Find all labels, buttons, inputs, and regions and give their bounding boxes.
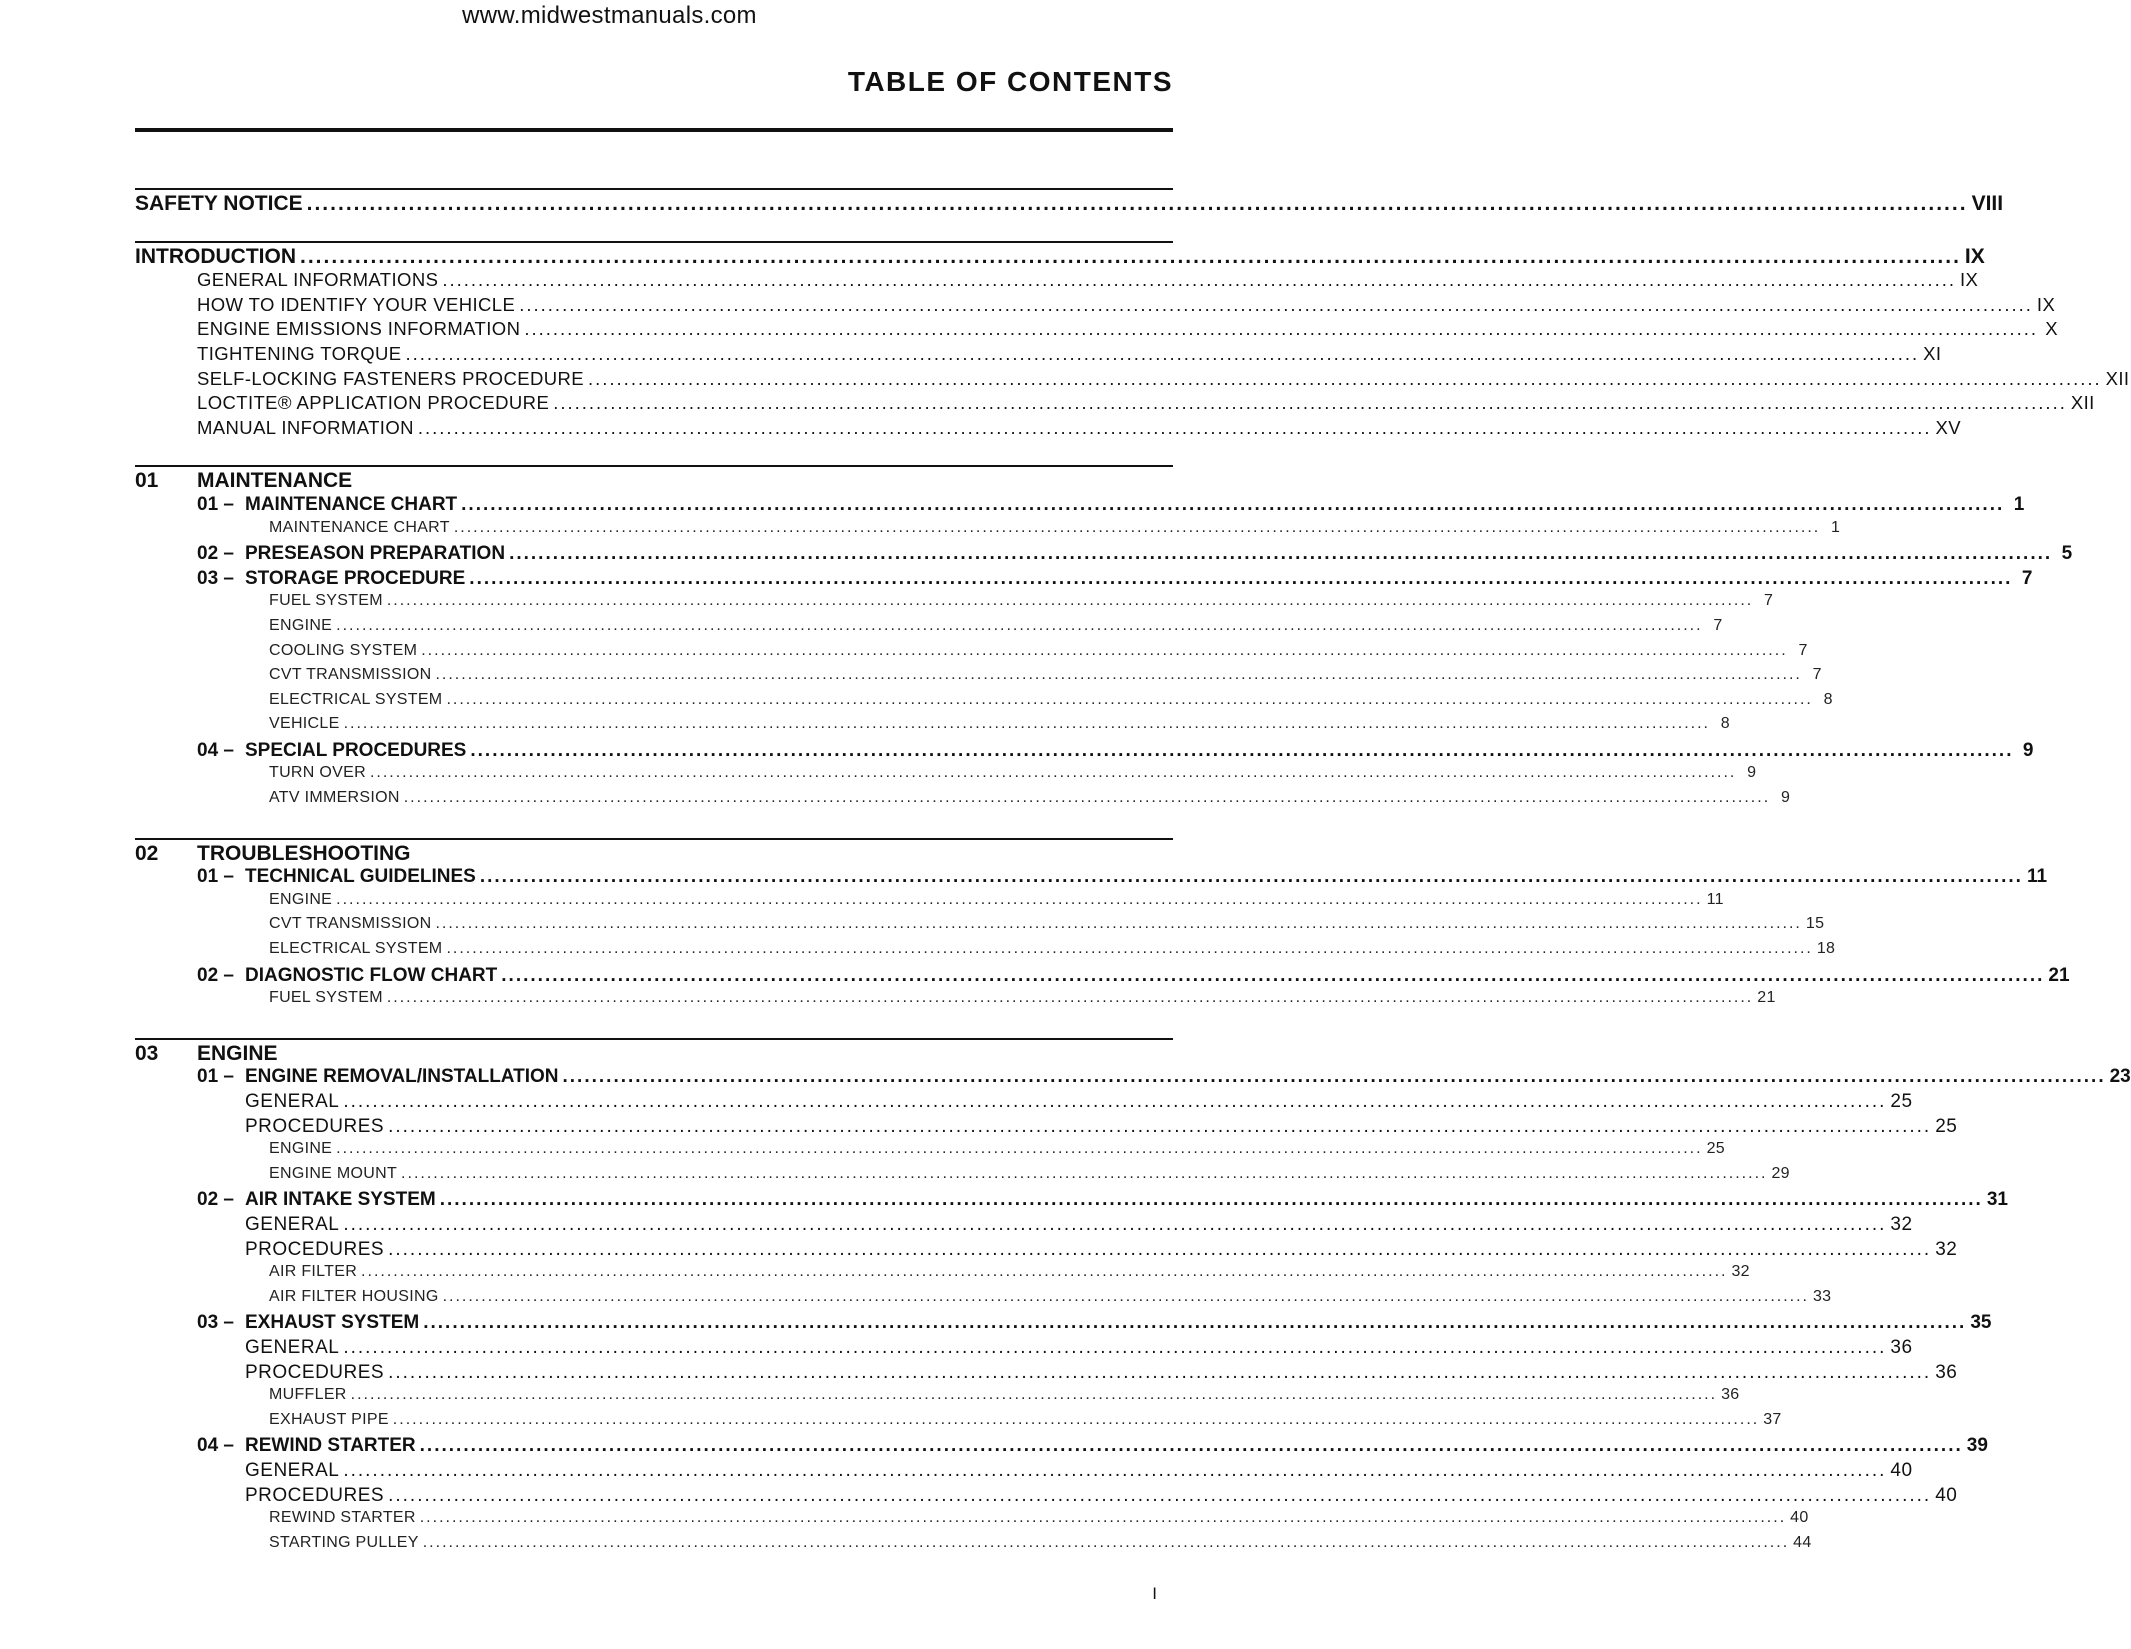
toc-entry[interactable]: [135, 616, 1723, 642]
dot-leader: ....................................................................................................................................................................................................................: [350, 1386, 1718, 1404]
toc-entry[interactable]: [135, 244, 1985, 270]
entry-title: ENGINE: [269, 890, 333, 908]
entry-title: GENERAL: [245, 1213, 340, 1235]
entry-page: IX: [1960, 269, 1979, 291]
dot-leader: ....................................................................................................................................................................................................................: [343, 1459, 1887, 1481]
chapter-number: 03 –: [197, 567, 234, 589]
entry-title: PRESEASON PREPARATION: [245, 543, 506, 565]
entry-page: 31: [1986, 1189, 2008, 1211]
toc-entry[interactable]: [135, 493, 2025, 519]
entry-title: SAFETY NOTICE: [135, 192, 303, 215]
toc-entry[interactable]: [135, 1091, 1913, 1116]
dot-leader: ....................................................................................................................................................................................................................: [336, 1140, 1703, 1158]
entry-page: 8: [1720, 715, 1730, 733]
entry-title: TURN OVER: [269, 764, 366, 782]
entry-page: 29: [1771, 1164, 1790, 1182]
entry-page: 40: [1790, 1509, 1809, 1527]
header-rule: [135, 128, 1173, 132]
dot-leader: ....................................................................................................................................................................................................................: [388, 1484, 1932, 1506]
entry-page: 1: [2013, 493, 2025, 515]
chapter-number: 02 –: [197, 543, 234, 565]
entry-title: TIGHTENING TORQUE: [197, 342, 402, 364]
entry-page: 40: [1890, 1459, 1913, 1481]
entry-title: ENGINE: [269, 616, 333, 634]
dot-leader: ....................................................................................................................................................................................................................: [470, 739, 2014, 761]
entry-title: REWIND STARTER: [269, 1509, 416, 1527]
dot-leader: ....................................................................................................................................................................................................................: [453, 518, 1821, 536]
section-title: MAINTENANCE: [197, 469, 353, 493]
dot-leader: ....................................................................................................................................................................................................................: [553, 392, 2067, 414]
entry-title: STORAGE PROCEDURE: [245, 567, 466, 589]
entry-page: 11: [2026, 866, 2048, 888]
entry-page: IX: [1964, 244, 1985, 268]
dot-leader: ....................................................................................................................................................................................................................: [479, 866, 2023, 888]
toc-entry[interactable]: [135, 293, 2056, 319]
entry-title: STARTING PULLEY: [269, 1533, 419, 1551]
dot-leader: ....................................................................................................................................................................................................................: [562, 1066, 2106, 1088]
entry-page: 40: [1935, 1484, 1958, 1506]
entry-page: 5: [2061, 543, 2073, 565]
toc-entry[interactable]: [135, 192, 2004, 217]
toc-entry[interactable]: [135, 1435, 1988, 1460]
section-number: 01: [135, 469, 159, 493]
entry-title: MAINTENANCE CHART: [245, 493, 458, 515]
toc-entry[interactable]: [135, 1410, 1782, 1436]
entry-page: IX: [2036, 293, 2056, 315]
entry-page: XV: [1935, 416, 1962, 438]
entry-page: 21: [2048, 964, 2070, 986]
dot-leader: ....................................................................................................................................................................................................................: [442, 269, 1956, 291]
entry-page: 35: [1970, 1312, 1992, 1334]
toc-section-introduction: [135, 241, 2130, 442]
chapter-number: 03 –: [197, 1312, 234, 1334]
dot-leader: ....................................................................................................................................................................................................................: [519, 293, 2033, 315]
section-heading[interactable]: [135, 1042, 1173, 1067]
dot-leader: ....................................................................................................................................................................................................................: [300, 244, 1961, 268]
entry-page: 9: [1747, 764, 1757, 782]
entry-title: PROCEDURES: [245, 1238, 385, 1260]
entry-title: GENERAL: [245, 1336, 340, 1358]
entry-title: GENERAL: [245, 1091, 340, 1112]
dot-leader: ....................................................................................................................................................................................................................: [435, 915, 1802, 933]
toc-entry[interactable]: [135, 1509, 1809, 1534]
entry-page: X: [2045, 318, 2058, 340]
toc-entry[interactable]: [135, 1189, 2008, 1214]
dot-leader: ....................................................................................................................................................................................................................: [343, 1091, 1887, 1112]
entry-page: 39: [1966, 1435, 1988, 1457]
entry-page: 32: [1935, 1238, 1958, 1260]
chapter-number: 02 –: [197, 1189, 234, 1211]
toc-section-engine: [135, 1038, 2131, 1558]
dot-leader: ....................................................................................................................................................................................................................: [446, 940, 1813, 958]
toc-entry[interactable]: [135, 318, 2058, 343]
entry-title: EXHAUST PIPE: [269, 1410, 389, 1428]
dot-leader: ....................................................................................................................................................................................................................: [336, 616, 1703, 634]
entry-page: 8: [1823, 690, 1833, 708]
dot-leader: ....................................................................................................................................................................................................................: [369, 764, 1737, 782]
toc-entry[interactable]: [135, 789, 1791, 814]
dot-leader: ....................................................................................................................................................................................................................: [461, 493, 2005, 515]
entry-title: ELECTRICAL SYSTEM: [269, 940, 443, 958]
entry-title: AIR INTAKE SYSTEM: [245, 1189, 436, 1211]
dot-leader: ....................................................................................................................................................................................................................: [361, 1263, 1728, 1281]
entry-title: VEHICLE: [269, 715, 340, 733]
toc-entry[interactable]: [135, 715, 1730, 740]
dot-leader: ....................................................................................................................................................................................................................: [386, 592, 1754, 610]
toc-entry[interactable]: [135, 1459, 1913, 1485]
toc-section-troubleshooting: [135, 838, 2070, 1014]
entry-page: 32: [1731, 1263, 1750, 1281]
entry-page: 33: [1812, 1287, 1832, 1305]
toc-entry[interactable]: [135, 567, 2033, 593]
entry-page: XI: [1923, 342, 1942, 364]
entry-title: ENGINE: [269, 1140, 333, 1158]
toc-entry[interactable]: [135, 866, 2048, 891]
toc-entry[interactable]: [135, 1336, 1913, 1362]
dot-leader: ....................................................................................................................................................................................................................: [422, 1533, 1790, 1551]
toc-entry[interactable]: [135, 1066, 2131, 1091]
toc-entry[interactable]: [135, 543, 2073, 568]
entry-title: SELF-LOCKING FASTENERS PROCEDURE: [197, 367, 584, 389]
chapter-number: 01 –: [197, 493, 234, 515]
dot-leader: ....................................................................................................................................................................................................................: [435, 666, 1802, 684]
entry-page: 7: [1713, 616, 1723, 634]
dot-leader: ....................................................................................................................................................................................................................: [419, 1435, 1963, 1457]
entry-page: 23: [2109, 1066, 2131, 1088]
entry-title: GENERAL: [245, 1459, 340, 1481]
entry-title: CVT TRANSMISSION: [269, 666, 432, 684]
toc-entry[interactable]: [135, 1361, 1958, 1387]
toc-entry[interactable]: [135, 1287, 1832, 1313]
entry-title: REWIND STARTER: [245, 1435, 416, 1457]
toc-section-safety: [135, 188, 2004, 217]
dot-leader: ....................................................................................................................................................................................................................: [469, 567, 2013, 589]
entry-title: HOW TO IDENTIFY YOUR VEHICLE: [197, 293, 516, 315]
dot-leader: ....................................................................................................................................................................................................................: [306, 192, 1968, 215]
toc-entry[interactable]: [135, 690, 1833, 716]
entry-title: AIR FILTER: [269, 1263, 358, 1281]
entry-page: 25: [1706, 1140, 1725, 1158]
dot-leader: ....................................................................................................................................................................................................................: [423, 1312, 1967, 1334]
section-heading[interactable]: [135, 469, 1173, 494]
entry-page: 7: [1812, 666, 1822, 684]
section-number: 03: [135, 1041, 159, 1065]
toc-entry[interactable]: [135, 1213, 1913, 1239]
entry-title: SPECIAL PROCEDURES: [245, 739, 467, 761]
dot-leader: ....................................................................................................................................................................................................................: [421, 641, 1788, 659]
entry-page: 7: [1798, 641, 1808, 659]
toc-entry[interactable]: [135, 890, 1724, 916]
dot-leader: ....................................................................................................................................................................................................................: [419, 1509, 1787, 1527]
dot-leader: ....................................................................................................................................................................................................................: [401, 1164, 1768, 1182]
chapter-number: 01 –: [197, 866, 234, 888]
entry-title: PROCEDURES: [245, 1115, 385, 1137]
toc-entry[interactable]: [135, 592, 1774, 617]
dot-leader: ....................................................................................................................................................................................................................: [405, 342, 1920, 364]
entry-title: DIAGNOSTIC FLOW CHART: [245, 964, 498, 986]
entry-title: FUEL SYSTEM: [269, 989, 383, 1007]
chapter-number: 04 –: [197, 739, 234, 761]
dot-leader: ....................................................................................................................................................................................................................: [388, 1361, 1932, 1383]
dot-leader: ....................................................................................................................................................................................................................: [343, 1336, 1887, 1358]
toc-entry[interactable]: [135, 666, 1822, 691]
toc-section-maintenance: [135, 465, 2073, 813]
section-title: ENGINE: [197, 1041, 278, 1065]
entry-title: FUEL SYSTEM: [269, 592, 383, 610]
section-heading[interactable]: [135, 842, 1173, 867]
dot-leader: ....................................................................................................................................................................................................................: [524, 318, 2038, 340]
toc-entry[interactable]: [135, 1238, 1958, 1264]
entry-page: 1: [1831, 518, 1841, 536]
entry-title: MANUAL INFORMATION: [197, 416, 414, 438]
entry-title: ENGINE MOUNT: [269, 1164, 398, 1182]
toc-entry[interactable]: [135, 392, 2095, 417]
toc-entry[interactable]: [135, 940, 1836, 965]
toc-entry[interactable]: [135, 915, 1825, 940]
page-title: TABLE OF CONTENTS: [847, 66, 1173, 97]
entry-page: 18: [1816, 940, 1836, 958]
toc-entry[interactable]: [135, 1312, 1992, 1337]
dot-leader: ....................................................................................................................................................................................................................: [343, 1213, 1887, 1235]
toc-entry[interactable]: [135, 641, 1808, 667]
dot-leader: ....................................................................................................................................................................................................................: [509, 543, 2053, 565]
entry-title: ELECTRICAL SYSTEM: [269, 690, 443, 708]
entry-page: XII: [2070, 392, 2095, 414]
toc-entry[interactable]: [135, 1164, 1790, 1190]
entry-title: PROCEDURES: [245, 1484, 385, 1506]
section-title: TROUBLESHOOTING: [197, 841, 411, 865]
toc-entry[interactable]: [135, 1115, 1958, 1141]
toc-entry[interactable]: [135, 416, 1962, 442]
toc-entry[interactable]: [135, 269, 1979, 294]
entry-title: COOLING SYSTEM: [269, 641, 418, 659]
dot-leader: ....................................................................................................................................................................................................................: [403, 789, 1771, 807]
dot-leader: ....................................................................................................................................................................................................................: [501, 964, 2045, 986]
toc-entry[interactable]: [135, 367, 2130, 393]
dot-leader: ....................................................................................................................................................................................................................: [446, 690, 1813, 708]
entry-page: VIII: [1971, 192, 2004, 215]
dot-leader: ....................................................................................................................................................................................................................: [417, 416, 1932, 438]
toc-entry[interactable]: [135, 1386, 1740, 1411]
entry-title: AIR FILTER HOUSING: [269, 1287, 439, 1305]
toc-entry[interactable]: [135, 1140, 1725, 1165]
entry-page: 15: [1805, 915, 1825, 933]
toc-entry[interactable]: [135, 989, 1776, 1014]
entry-page: 25: [1935, 1115, 1958, 1137]
dot-leader: ....................................................................................................................................................................................................................: [392, 1410, 1760, 1428]
dot-leader: ....................................................................................................................................................................................................................: [442, 1287, 1809, 1305]
toc-entry[interactable]: [135, 518, 1841, 544]
toc-entry[interactable]: [135, 739, 2034, 765]
toc-entry[interactable]: [135, 1263, 1750, 1288]
entry-page: 25: [1890, 1091, 1913, 1112]
chapter-number: 02 –: [197, 964, 234, 986]
entry-page: 36: [1935, 1361, 1958, 1383]
entry-title: INTRODUCTION: [135, 244, 296, 268]
entry-page: XII: [2105, 367, 2130, 389]
entry-title: ATV IMMERSION: [269, 789, 400, 807]
dot-leader: ....................................................................................................................................................................................................................: [386, 989, 1754, 1007]
dot-leader: ....................................................................................................................................................................................................................: [343, 715, 1710, 733]
entry-page: 36: [1721, 1386, 1740, 1404]
entry-page: 9: [1780, 789, 1791, 807]
toc-entry[interactable]: [135, 764, 1757, 789]
entry-title: GENERAL INFORMATIONS: [197, 269, 439, 291]
chapter-number: 04 –: [197, 1435, 234, 1457]
entry-title: ENGINE EMISSIONS INFORMATION: [197, 318, 521, 340]
dot-leader: ....................................................................................................................................................................................................................: [388, 1115, 1932, 1137]
toc-entry[interactable]: [135, 964, 2070, 990]
entry-page: 11: [1706, 890, 1724, 908]
toc-entry[interactable]: [135, 1484, 1958, 1510]
entry-title: TECHNICAL GUIDELINES: [245, 866, 476, 888]
entry-title: EXHAUST SYSTEM: [245, 1312, 420, 1334]
entry-page: 7: [2021, 567, 2033, 589]
entry-page: 21: [1757, 989, 1776, 1007]
dot-leader: ....................................................................................................................................................................................................................: [388, 1238, 1932, 1260]
chapter-number: 01 –: [197, 1066, 234, 1088]
page-number: I: [1152, 1584, 1157, 1603]
entry-page: 7: [1764, 592, 1774, 610]
entry-title: MAINTENANCE CHART: [269, 518, 450, 536]
toc-entry[interactable]: [135, 342, 1942, 368]
entry-page: 37: [1763, 1410, 1782, 1428]
entry-page: 36: [1890, 1336, 1913, 1358]
toc-entry[interactable]: [135, 1533, 1812, 1559]
entry-title: PROCEDURES: [245, 1361, 385, 1383]
entry-page: 32: [1890, 1213, 1913, 1235]
entry-title: LOCTITE® APPLICATION PROCEDURE: [197, 392, 550, 414]
dot-leader: ....................................................................................................................................................................................................................: [336, 890, 1703, 908]
website-url: www.midwestmanuals.com: [462, 2, 757, 29]
entry-title: CVT TRANSMISSION: [269, 915, 432, 933]
dot-leader: ....................................................................................................................................................................................................................: [439, 1189, 1983, 1211]
section-number: 02: [135, 841, 159, 865]
toc: [135, 188, 2131, 1582]
entry-page: 44: [1793, 1533, 1812, 1551]
entry-title: ENGINE REMOVAL/INSTALLATION: [245, 1066, 559, 1088]
entry-title: MUFFLER: [269, 1386, 347, 1404]
dot-leader: ....................................................................................................................................................................................................................: [587, 367, 2102, 389]
entry-page: 9: [2022, 739, 2034, 761]
